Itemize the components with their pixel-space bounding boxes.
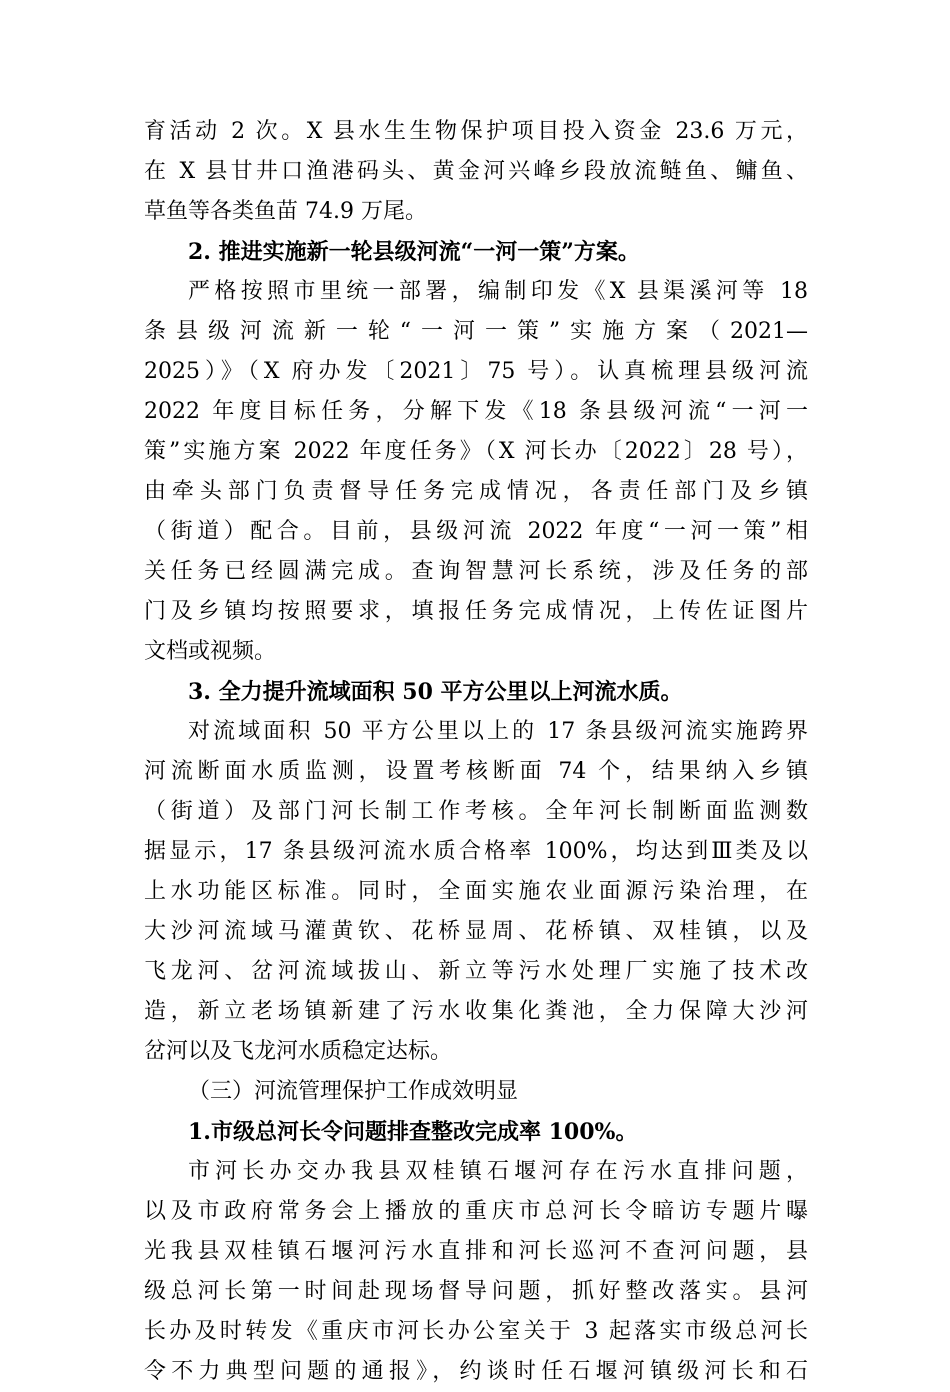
text-line: （街道）及部门河长制工作考核。全年河长制断面监测数 — [144, 799, 808, 824]
section-heading: 2. 推进实施新一轮县级河流“一河一策”方案。 — [188, 239, 640, 265]
text-line: 河流断面水质监测，设置考核断面 74 个，结果纳入乡镇 — [144, 759, 808, 784]
section-heading: 3. 全力提升流域面积 50 平方公里以上河流水质。 — [188, 679, 683, 705]
text-line: 光我县双桂镇石堰河污水直排和河长巡河不查河问题，县 — [144, 1239, 808, 1264]
section-heading: 1.市级总河长令问题排查整改完成率 100%。 — [188, 1119, 638, 1145]
text-line: 市河长办交办我县双桂镇石堰河存在污水直排问题， — [188, 1159, 808, 1184]
text-line: 草鱼等各类鱼苗 74.9 万尾。 — [144, 199, 427, 224]
text-line: 2025）》（X 府办发〔2021〕75 号）。认真梳理县级河流 — [144, 359, 808, 384]
text-line: 上水功能区标准。同时，全面实施农业面源污染治理，在 — [144, 879, 808, 904]
text-line: 育活动 2 次。X 县水生生物保护项目投入资金 23.6 万元， — [144, 119, 808, 144]
text-line: 文档或视频。 — [144, 639, 277, 664]
text-line: 门及乡镇均按照要求，填报任务完成情况，上传佐证图片 — [144, 599, 808, 624]
text-line: 大沙河流域马灌黄钦、花桥显周、花桥镇、双桂镇，以及 — [144, 919, 808, 944]
text-line: 飞龙河、岔河流域拔山、新立等污水处理厂实施了技术改 — [144, 959, 808, 984]
text-line: （街道）配合。目前，县级河流 2022 年度“一河一策”相 — [144, 519, 808, 544]
text-line: 策”实施方案 2022 年度任务》（X 河长办〔2022〕28 号）， — [144, 439, 808, 464]
text-line: 令不力典型问题的通报》，约谈时任石堰河镇级河长和石 — [144, 1359, 808, 1384]
text-line: 造，新立老场镇新建了污水收集化粪池，全力保障大沙河 — [144, 999, 808, 1024]
text-line: 严格按照市里统一部署，编制印发《X 县渠溪河等 18 — [188, 279, 808, 304]
text-line: 长办及时转发《重庆市河长办公室关于 3 起落实市级总河长 — [144, 1319, 808, 1344]
text-line: 条县级河流新一轮“一河一策”实施方案（2021— — [144, 319, 808, 344]
document-page — [144, 112, 808, 1392]
text-line: 关任务已经圆满完成。查询智慧河长系统，涉及任务的部 — [144, 559, 808, 584]
text-line: 以及市政府常务会上播放的重庆市总河长令暗访专题片曝 — [144, 1199, 808, 1224]
text-line: 岔河以及飞龙河水质稳定达标。 — [144, 1039, 453, 1064]
text-line: 由牵头部门负责督导任务完成情况，各责任部门及乡镇 — [144, 479, 808, 504]
text-line: 级总河长第一时间赴现场督导问题，抓好整改落实。县河 — [144, 1279, 808, 1304]
text-line: 对流域面积 50 平方公里以上的 17 条县级河流实施跨界 — [188, 719, 808, 744]
text-line: 2022 年度目标任务，分解下发《18 条县级河流“一河一 — [144, 399, 808, 424]
text-line: 在 X 县甘井口渔港码头、黄金河兴峰乡段放流鲢鱼、鳙鱼、 — [144, 159, 808, 184]
text-line: 据显示，17 条县级河流水质合格率 100%，均达到Ⅲ类及以 — [144, 839, 808, 864]
subsection-heading: （三）河流管理保护工作成效明显 — [188, 1079, 519, 1104]
